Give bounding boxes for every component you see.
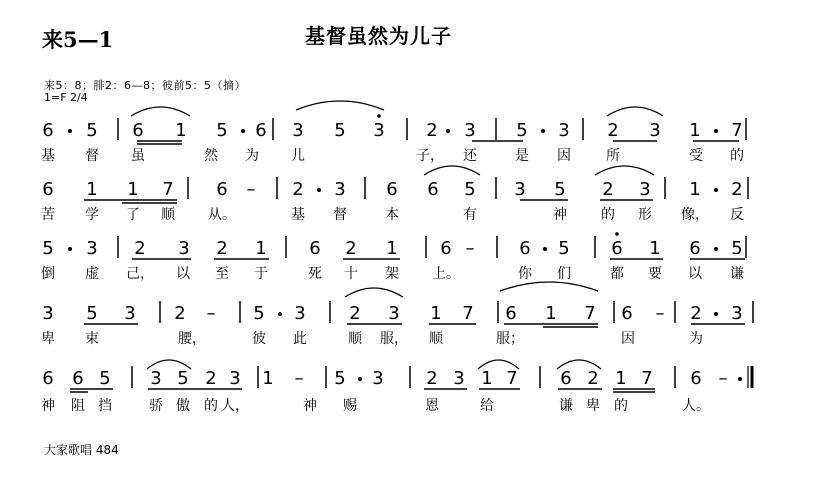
lyric-char: 为 xyxy=(689,331,703,347)
note-digit: 6 xyxy=(560,368,572,389)
note-digit: 3 xyxy=(124,303,136,324)
note-digit: 6 xyxy=(440,238,452,259)
slur-arc xyxy=(424,166,480,175)
augmentation-dot xyxy=(714,247,718,251)
lyric-char: 们 xyxy=(557,266,571,282)
augmentation-dot xyxy=(68,129,72,133)
lyric-char: 都 xyxy=(610,266,624,282)
lyric-char: 于 xyxy=(254,266,268,282)
lyric-char: 虚 xyxy=(85,266,99,282)
note-digit: 1 xyxy=(689,179,701,200)
note-digit: 6 xyxy=(72,368,84,389)
note-digit: 5 xyxy=(253,303,265,324)
lyric-char: 形 xyxy=(638,207,652,223)
footer-source: 大家歌唱 484 xyxy=(44,443,119,457)
note-digit: 7 xyxy=(162,179,174,200)
hymn-number: 来5—1 xyxy=(42,27,114,52)
slur-arc xyxy=(500,282,598,291)
lyric-char: 苦 xyxy=(41,207,55,223)
lyric-char: 基 xyxy=(41,148,55,164)
lyric-char: 神 xyxy=(553,207,567,223)
lyric-char: 基 xyxy=(291,207,305,223)
lyric-char: 虽 xyxy=(131,148,145,164)
lyric-char: 倒 xyxy=(41,266,55,282)
note-digit: 6 xyxy=(386,179,398,200)
note-digit: 1 xyxy=(386,238,398,259)
lyric-char: 至 xyxy=(215,266,229,282)
note-digit: 7 xyxy=(641,368,653,389)
lyric-char: 腰， xyxy=(178,331,206,347)
note-digit: 2 xyxy=(607,120,619,141)
lyric-char: 顺 xyxy=(161,207,175,223)
note-digit: 3 xyxy=(373,120,385,141)
note-digit: 1 xyxy=(127,179,139,200)
note-digit: 5 xyxy=(177,368,189,389)
note-digit: 2 xyxy=(349,303,361,324)
lyric-char: 因 xyxy=(557,148,571,164)
lyric-char: 骄 xyxy=(149,398,163,414)
lyric-char: 是 xyxy=(515,148,529,164)
lyric-char: 学 xyxy=(85,207,99,223)
lyric-char: 卑 xyxy=(586,398,600,414)
note-digit: 1 xyxy=(481,368,493,389)
note-digit: 1 xyxy=(262,368,274,389)
note-digit: – xyxy=(465,238,475,259)
lyric-char: 本 xyxy=(385,207,399,223)
augmentation-dot xyxy=(358,377,362,381)
note-digit: 6 xyxy=(216,179,228,200)
octave-dot xyxy=(377,114,381,118)
note-digit: 5 xyxy=(554,179,566,200)
note-digit: 2 xyxy=(690,303,702,324)
lyric-char: 己， xyxy=(126,266,154,282)
augmentation-dot xyxy=(317,188,321,192)
augmentation-dot xyxy=(714,129,718,133)
lyric-char: 赐 xyxy=(343,398,357,414)
note-digit: 3 xyxy=(178,238,190,259)
lyric-char: 十 xyxy=(344,266,358,282)
slur-arc xyxy=(296,101,384,110)
note-digit: 6 xyxy=(132,120,144,141)
scripture-reference: 来5：8；腓2：6—8；彼前5：5（摘） xyxy=(44,79,246,92)
note-digit: 2 xyxy=(426,120,438,141)
note-digit: 3 xyxy=(464,120,476,141)
note-digit: 6 xyxy=(505,303,517,324)
note-digit: 5 xyxy=(334,368,346,389)
lyric-char: 像， xyxy=(681,207,709,223)
lyric-char: 挡 xyxy=(98,398,112,414)
note-digit: 3 xyxy=(334,179,346,200)
note-digit: 2 xyxy=(174,303,186,324)
lyric-char: 服， xyxy=(380,331,408,347)
note-digit: 5 xyxy=(516,120,528,141)
note-digit: 2 xyxy=(205,368,217,389)
lyric-char: 然 xyxy=(204,148,218,164)
lyric-char: 所 xyxy=(606,148,620,164)
note-digit: 1 xyxy=(175,120,187,141)
note-digit: 6 xyxy=(309,238,321,259)
augmentation-dot xyxy=(543,247,547,251)
note-digit: 3 xyxy=(86,238,98,259)
lyric-char: 以 xyxy=(688,266,702,282)
lyric-char: 顺 xyxy=(348,331,362,347)
note-digit: 6 xyxy=(42,179,54,200)
note-digit: 3 xyxy=(558,120,570,141)
lyric-char: 谦 xyxy=(730,266,744,282)
augmentation-dot xyxy=(714,188,718,192)
slur-arc xyxy=(131,107,190,116)
note-digit: 2 xyxy=(602,179,614,200)
note-digit: 5 xyxy=(464,179,476,200)
lyric-char: 的 xyxy=(730,148,744,164)
lyric-char: 谦 xyxy=(559,398,573,414)
lyric-char: 了 xyxy=(126,207,140,223)
note-digit: 3 xyxy=(639,179,651,200)
lyric-char: 督 xyxy=(85,148,99,164)
note-digit: 7 xyxy=(506,368,518,389)
note-digit: 3 xyxy=(42,303,54,324)
note-digit: 6 xyxy=(689,238,701,259)
lyric-char: 上。 xyxy=(432,266,460,282)
lyric-char: 还 xyxy=(463,148,477,164)
augmentation-dot xyxy=(278,312,282,316)
note-digit: 5 xyxy=(731,238,743,259)
note-digit: 1 xyxy=(86,179,98,200)
octave-dot xyxy=(615,232,619,236)
lyric-char: 神 xyxy=(41,398,55,414)
note-digit: 7 xyxy=(462,303,474,324)
note-digit: 3 xyxy=(150,368,162,389)
note-digit: – xyxy=(294,368,304,389)
lyric-char: 你 xyxy=(518,266,532,282)
lyric-char: 的 xyxy=(204,398,218,414)
page-title: 基督虽然为儿子 xyxy=(305,24,452,48)
lyric-char: 受 xyxy=(689,148,703,164)
note-digit: 3 xyxy=(731,303,743,324)
lyric-char: 架 xyxy=(385,266,399,282)
note-digit: 3 xyxy=(229,368,241,389)
augmentation-dot xyxy=(241,129,245,133)
note-digit: 5 xyxy=(86,303,98,324)
note-digit: – xyxy=(206,303,216,324)
note-digit: 3 xyxy=(294,303,306,324)
note-digit: 5 xyxy=(86,120,98,141)
lyric-char: 的 xyxy=(614,398,628,414)
lyric-char: 为 xyxy=(245,148,259,164)
key-signature: 1=F 2/4 xyxy=(44,91,88,104)
note-digit: 2 xyxy=(587,368,599,389)
note-digit: 3 xyxy=(514,179,526,200)
slur-arc xyxy=(607,107,663,116)
augmentation-dot xyxy=(541,129,545,133)
lyric-char: 人。 xyxy=(682,398,710,414)
lyric-char: 人， xyxy=(221,398,249,414)
note-digit: 6 xyxy=(42,120,54,141)
lyric-char: 阻 xyxy=(71,398,85,414)
lyric-char: 有 xyxy=(463,207,477,223)
augmentation-dot xyxy=(446,129,450,133)
slur-arc xyxy=(595,166,654,175)
note-digit: 7 xyxy=(584,303,596,324)
lyric-char: 给 xyxy=(480,398,494,414)
lyric-char: 卑 xyxy=(41,331,55,347)
note-digit: 7 xyxy=(731,120,743,141)
lyric-char: 要 xyxy=(648,266,662,282)
note-digit: 3 xyxy=(649,120,661,141)
note-digit: 2 xyxy=(345,238,357,259)
note-digit: 2 xyxy=(731,179,743,200)
note-digit: 3 xyxy=(292,120,304,141)
lyric-char: 束 xyxy=(85,331,99,347)
note-digit: 6 xyxy=(611,238,623,259)
note-digit: 1 xyxy=(430,303,442,324)
lyric-char: 儿 xyxy=(291,148,305,164)
note-digit: 2 xyxy=(292,179,304,200)
note-digit: 5 xyxy=(42,238,54,259)
note-digit: – xyxy=(718,368,728,389)
lyric-char: 恩 xyxy=(425,398,439,414)
lyric-char: 此 xyxy=(293,331,307,347)
lyric-char: 傲 xyxy=(176,398,190,414)
lyric-char: 死 xyxy=(308,266,322,282)
note-digit: 2 xyxy=(216,238,228,259)
lyric-char: 神 xyxy=(303,398,317,414)
slur-arc xyxy=(345,288,403,297)
lyric-char: 从。 xyxy=(208,207,236,223)
note-digit: 5 xyxy=(99,368,111,389)
lyric-char: 的 xyxy=(601,207,615,223)
note-digit: 6 xyxy=(427,179,439,200)
lyric-char: 反 xyxy=(730,207,744,223)
note-digit: 1 xyxy=(649,238,661,259)
note-digit: 1 xyxy=(615,368,627,389)
note-digit: 2 xyxy=(134,238,146,259)
note-digit: 6 xyxy=(255,120,267,141)
note-digit: 1 xyxy=(689,120,701,141)
lyric-char: 顺 xyxy=(429,331,443,347)
note-digit: 3 xyxy=(453,368,465,389)
note-digit: 2 xyxy=(426,368,438,389)
note-digit: 5 xyxy=(334,120,346,141)
lyric-char: 子， xyxy=(416,148,444,164)
note-digit: 5 xyxy=(216,120,228,141)
note-digit: – xyxy=(246,179,256,200)
note-digit: – xyxy=(655,303,665,324)
note-digit: 6 xyxy=(690,368,702,389)
note-digit: 1 xyxy=(255,238,267,259)
augmentation-dot xyxy=(738,377,742,381)
note-digit: 6 xyxy=(42,368,54,389)
note-digit: 6 xyxy=(621,303,633,324)
note-digit: 1 xyxy=(545,303,557,324)
lyric-char: 以 xyxy=(176,266,190,282)
lyric-char: 服； xyxy=(496,331,524,347)
augmentation-dot xyxy=(68,247,72,251)
lyric-char: 彼 xyxy=(252,331,266,347)
augmentation-dot xyxy=(714,312,718,316)
note-digit: 6 xyxy=(519,238,531,259)
note-digit: 3 xyxy=(372,368,384,389)
note-digit: 5 xyxy=(558,238,570,259)
note-digit: 3 xyxy=(388,303,400,324)
lyric-char: 因 xyxy=(621,331,635,347)
lyric-char: 督 xyxy=(333,207,347,223)
